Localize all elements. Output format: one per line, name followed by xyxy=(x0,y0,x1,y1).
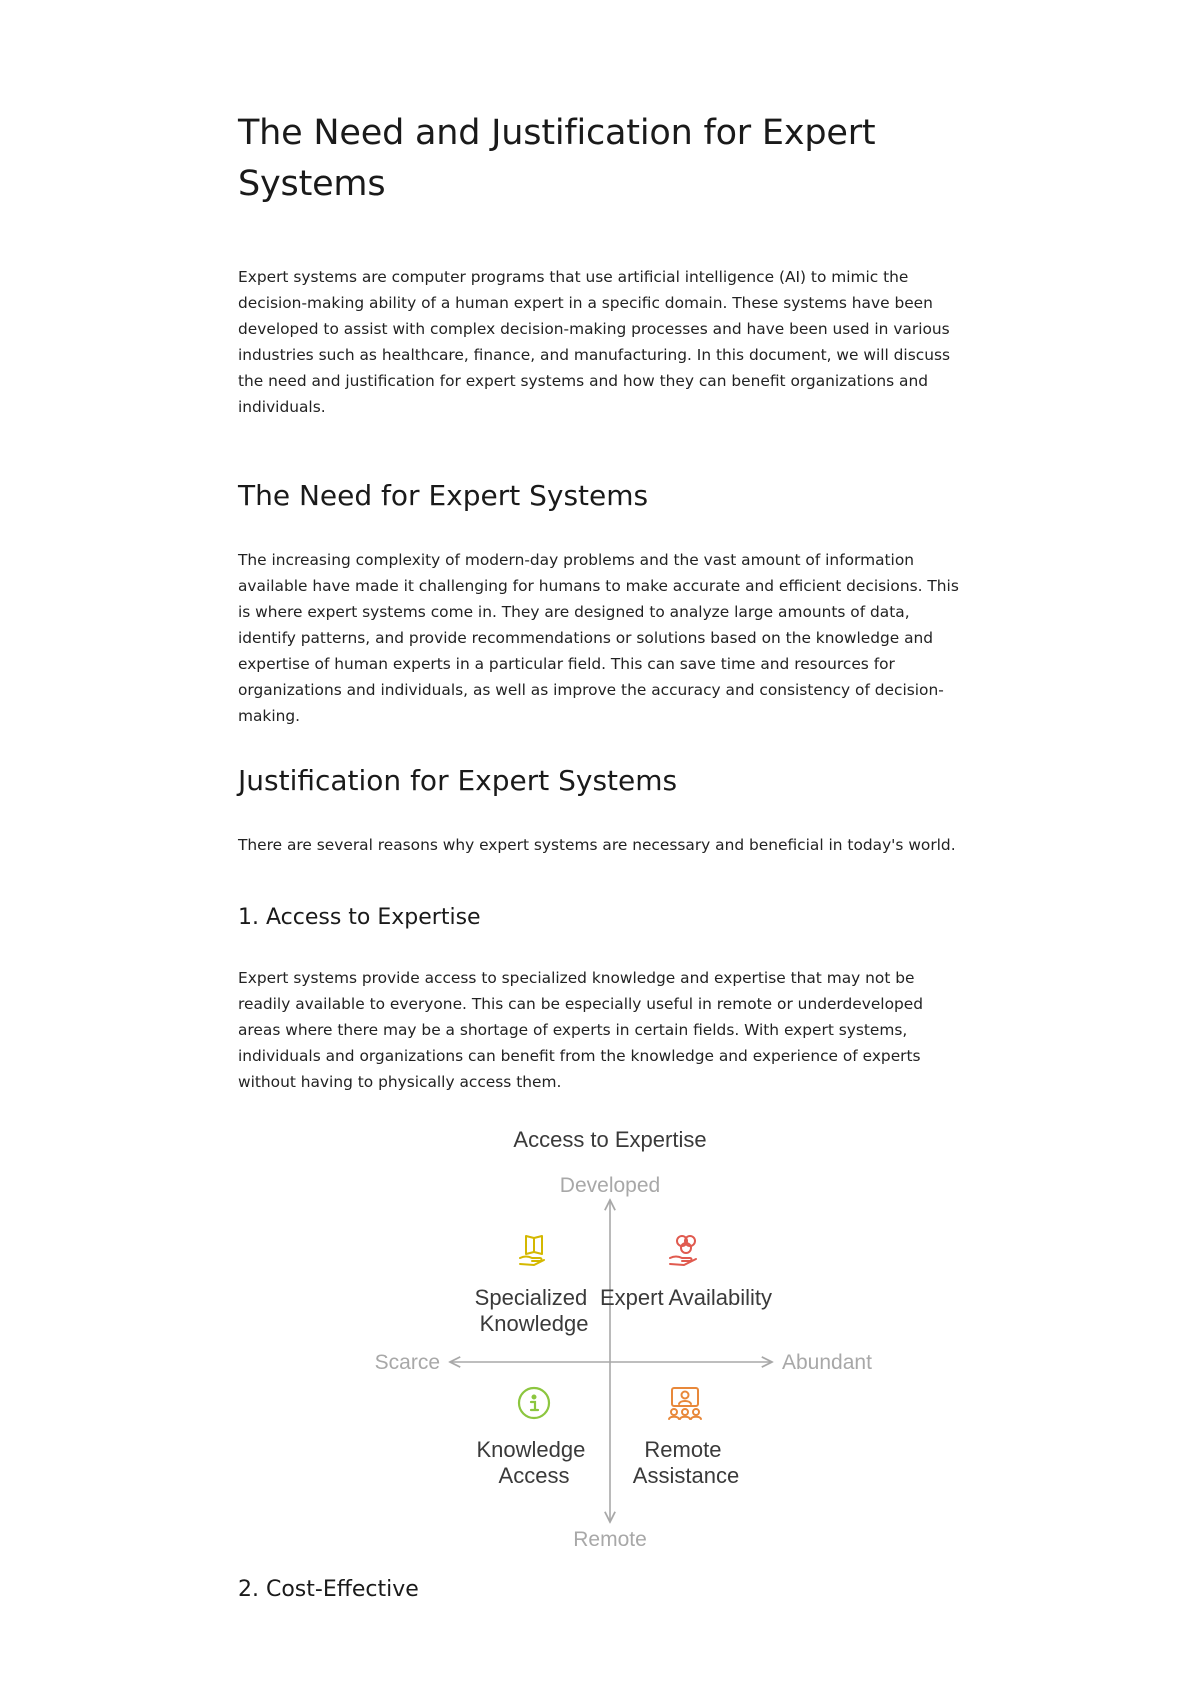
quadrant-label-bottom-left: Knowledge Access xyxy=(476,1437,586,1488)
need-paragraph: The increasing complexity of modern-day problems and the vast amount of information available have made it challenging for humans to make accurate and efficient decisions. This is where expert systems come in. They are designed to analyze large amounts of data, identify patterns, and provide recommendations or solutions based on the knowledge and expertise of human experts in a particular field. This can save time and resources for organizations and individuals, as well as improve the accuracy and consistency of decision-making. xyxy=(238,551,959,725)
document-title: The Need and Justification for Expert Systems xyxy=(238,113,876,204)
access-heading: 1. Access to Expertise xyxy=(238,905,481,930)
axis-label-top: Developed xyxy=(559,1174,661,1197)
book-hand-icon xyxy=(520,1236,544,1265)
quadrant-label-bottom-right: Remote Assistance xyxy=(632,1437,740,1488)
brain-hand-icon xyxy=(670,1236,696,1265)
remote-team-icon xyxy=(669,1388,701,1419)
chart-title: Access to Expertise xyxy=(513,1127,707,1152)
quadrant-label-top-left: Specialized Knowledge xyxy=(474,1285,589,1336)
access-paragraph: Expert systems provide access to specialized knowledge and expertise that may not be readily available to everyone. This can be especially useful in remote or underdeveloped areas where there may be a shortage of experts in certain fields. With expert systems, individuals and organizations can benefit from the knowledge and experience of experts without having to physically access them. xyxy=(238,969,924,1091)
justification-paragraph: There are several reasons why expert systems are necessary and beneficial in today's world. xyxy=(238,836,956,854)
info-icon xyxy=(519,1388,549,1418)
intro-paragraph: Expert systems are computer programs that use artificial intelligence (AI) to mimic the decision-making ability of a human expert in a specific domain. These systems have been developed to assist with complex decision-making processes and have been used in various industries such as healthcare, finance, and manufacturing. In this document, we will discuss the need and justification for expert systems and how they can benefit organizations and individuals. xyxy=(238,268,950,416)
axis-label-left: Scarce xyxy=(374,1351,440,1374)
axis-label-right: Abundant xyxy=(782,1351,872,1374)
justification-heading: Justification for Expert Systems xyxy=(238,764,678,797)
need-heading: The Need for Expert Systems xyxy=(238,479,649,512)
quadrant-label-top-right: Expert Availability xyxy=(599,1285,773,1310)
axis-label-bottom: Remote xyxy=(573,1528,647,1551)
cost-heading: 2. Cost-Effective xyxy=(238,1577,419,1602)
